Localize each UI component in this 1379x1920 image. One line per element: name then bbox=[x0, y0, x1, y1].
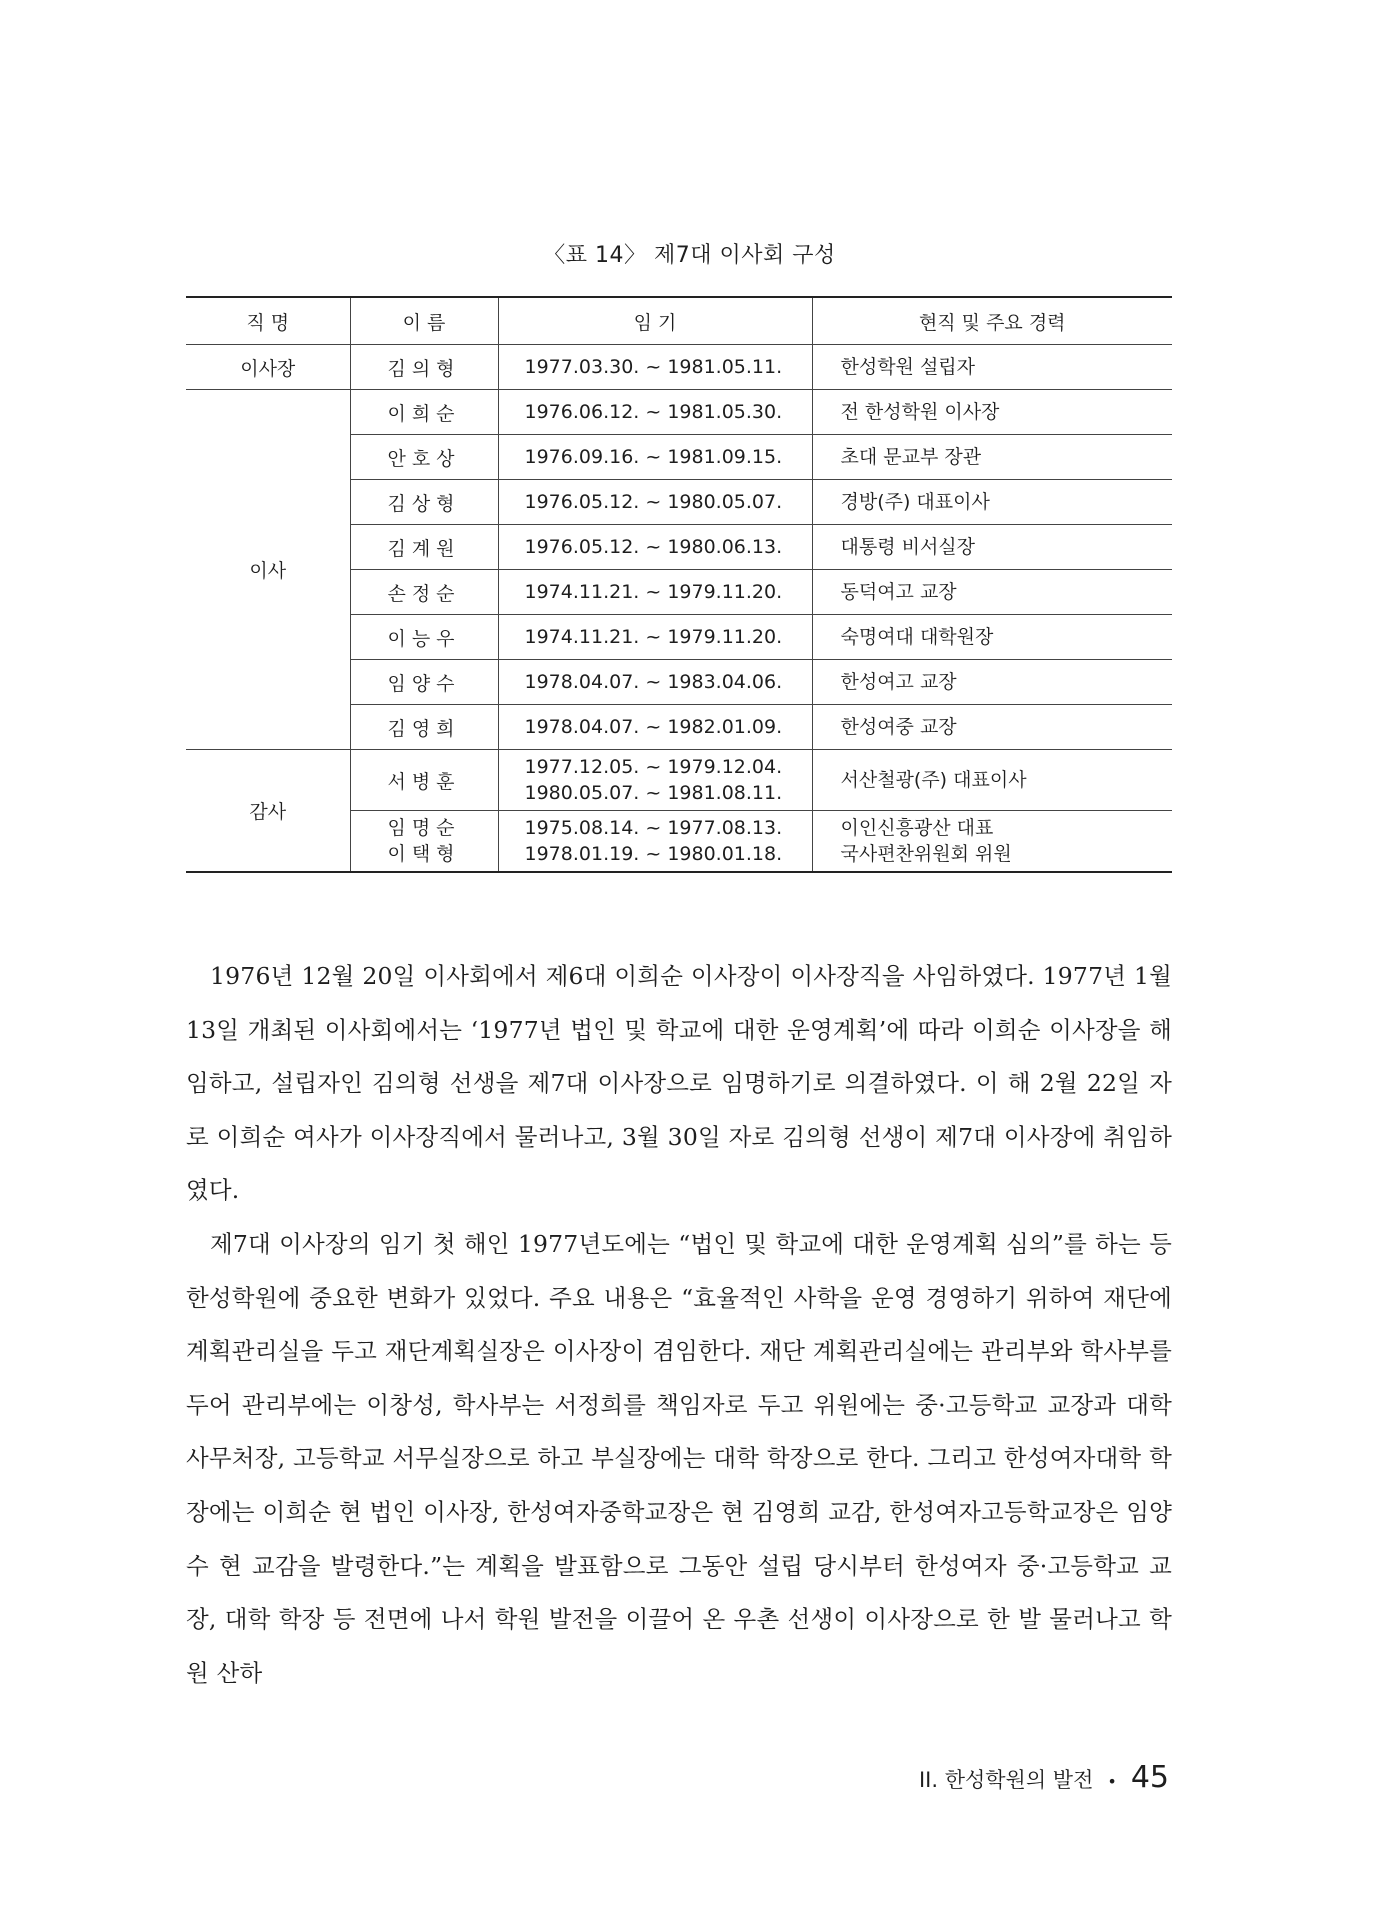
page-footer bbox=[919, 1760, 1169, 1795]
header-position: 직 명 bbox=[186, 297, 350, 345]
member-term: 1974.11.21. ~ 1979.11.20. bbox=[498, 570, 812, 615]
member-name: 임양수 bbox=[350, 660, 498, 705]
member-term: 1975.08.14. ~ 1977.08.13. 1978.01.19. ~ 1980.01.18. bbox=[498, 811, 812, 873]
member-term: 1976.05.12. ~ 1980.05.07. bbox=[498, 480, 812, 525]
member-term: 1977.03.30. ~ 1981.05.11. bbox=[498, 345, 812, 390]
member-name: 이희순 bbox=[350, 390, 498, 435]
position-auditors: 감사 bbox=[186, 750, 350, 873]
member-career: 경방(주) 대표이사 bbox=[812, 480, 1172, 525]
header-name: 이 름 bbox=[350, 297, 498, 345]
member-name: 손정순 bbox=[350, 570, 498, 615]
member-career: 초대 문교부 장관 bbox=[812, 435, 1172, 480]
table-header-row bbox=[186, 297, 1172, 345]
position-chairman: 이사장 bbox=[186, 345, 350, 390]
member-term: 1976.09.16. ~ 1981.09.15. bbox=[498, 435, 812, 480]
member-career: 이인신흥광산 대표 국사편찬위원회 위원 bbox=[812, 811, 1172, 873]
board-composition-table bbox=[186, 296, 1172, 873]
member-name: 김영희 bbox=[350, 705, 498, 750]
table-caption: 〈표 14〉 제7대 이사회 구성 bbox=[543, 243, 836, 268]
member-career: 서산철광(주) 대표이사 bbox=[812, 750, 1172, 811]
table-row bbox=[186, 750, 1172, 811]
member-term: 1978.04.07. ~ 1982.01.09. bbox=[498, 705, 812, 750]
body-text bbox=[186, 950, 1172, 1700]
member-name: 김상형 bbox=[350, 480, 498, 525]
member-name: 김의형 bbox=[350, 345, 498, 390]
member-term: 1977.12.05. ~ 1979.12.04. 1980.05.07. ~ 1981.08.11. bbox=[498, 750, 812, 811]
member-term: 1976.06.12. ~ 1981.05.30. bbox=[498, 390, 812, 435]
header-term: 임 기 bbox=[498, 297, 812, 345]
member-name: 이능우 bbox=[350, 615, 498, 660]
header-career: 현직 및 주요 경력 bbox=[812, 297, 1172, 345]
member-name: 김계원 bbox=[350, 525, 498, 570]
member-term: 1974.11.21. ~ 1979.11.20. bbox=[498, 615, 812, 660]
page-number: 45 bbox=[1130, 1760, 1169, 1795]
paragraph: 제7대 이사장의 임기 첫 해인 1977년도에는 “법인 및 학교에 대한 운영계획 심의”를 하는 등 한성학원에 중요한 변화가 있었다. 주요 내용은 “효율적인 사학을 운영 경영하기 위하여 재단에 계획관리실을 두고 재단계획실장은 이사장이 겸임한다. 재단 계획관리실에는 관리부와 학사부를 두어 관리부에는 이창성, 학사부는 서정희를 책임자로 두고 위원에는 중·고등학교 교장과 대학 사무처장, 고등학교 서무실장으로 하고 부실장에는 대학 학장으로 한다. 그리고 한성여자대학 학장에는 이희순 현 법인 이사장, 한성여자중학교장은 현 김영희 교감, 한성여자고등학교장은 임양수 현 교감을 발령한다.”는 계획을 발표함으로 그동안 설립 당시부터 한성여자 중·고등학교 교장, 대학 학장 등 전면에 나서 학원 발전을 이끌어 온 우촌 선생이 이사장으로 한 발 물러나고 학원 산하 bbox=[186, 1229, 1172, 1687]
member-career: 숙명여대 대학원장 bbox=[812, 615, 1172, 660]
section-title: II. 한성학원의 발전 bbox=[918, 1768, 1094, 1792]
member-term: 1978.04.07. ~ 1983.04.06. bbox=[498, 660, 812, 705]
table-row bbox=[186, 390, 1172, 435]
member-term: 1976.05.12. ~ 1980.06.13. bbox=[498, 525, 812, 570]
paragraph: 1976년 12월 20일 이사회에서 제6대 이희순 이사장이 이사장직을 사임하였다. 1977년 1월 13일 개최된 이사회에서는 ‘1977년 법인 및 학교에 대한 운영계획’에 따라 이희순 이사장을 해임하고, 설립자인 김의형 선생을 제7대 이사장으로 임명하기로 의결하였다. 이 해 2월 22일 자로 이희순 여사가 이사장직에서 물러나고, 3월 30일 자로 김의형 선생이 제7대 이사장에 취임하였다. bbox=[186, 962, 1172, 1205]
position-directors: 이사 bbox=[186, 390, 350, 750]
member-career: 동덕여고 교장 bbox=[812, 570, 1172, 615]
member-career: 대통령 비서실장 bbox=[812, 525, 1172, 570]
member-name: 서병훈 bbox=[350, 750, 498, 811]
bullet-icon: • bbox=[1107, 1772, 1117, 1791]
member-career: 한성여중 교장 bbox=[812, 705, 1172, 750]
member-name: 임명순 이택형 bbox=[350, 811, 498, 873]
member-name: 안호상 bbox=[350, 435, 498, 480]
member-career: 한성학원 설립자 bbox=[812, 345, 1172, 390]
member-career: 한성여고 교장 bbox=[812, 660, 1172, 705]
member-career: 전 한성학원 이사장 bbox=[812, 390, 1172, 435]
table-row bbox=[186, 345, 1172, 390]
